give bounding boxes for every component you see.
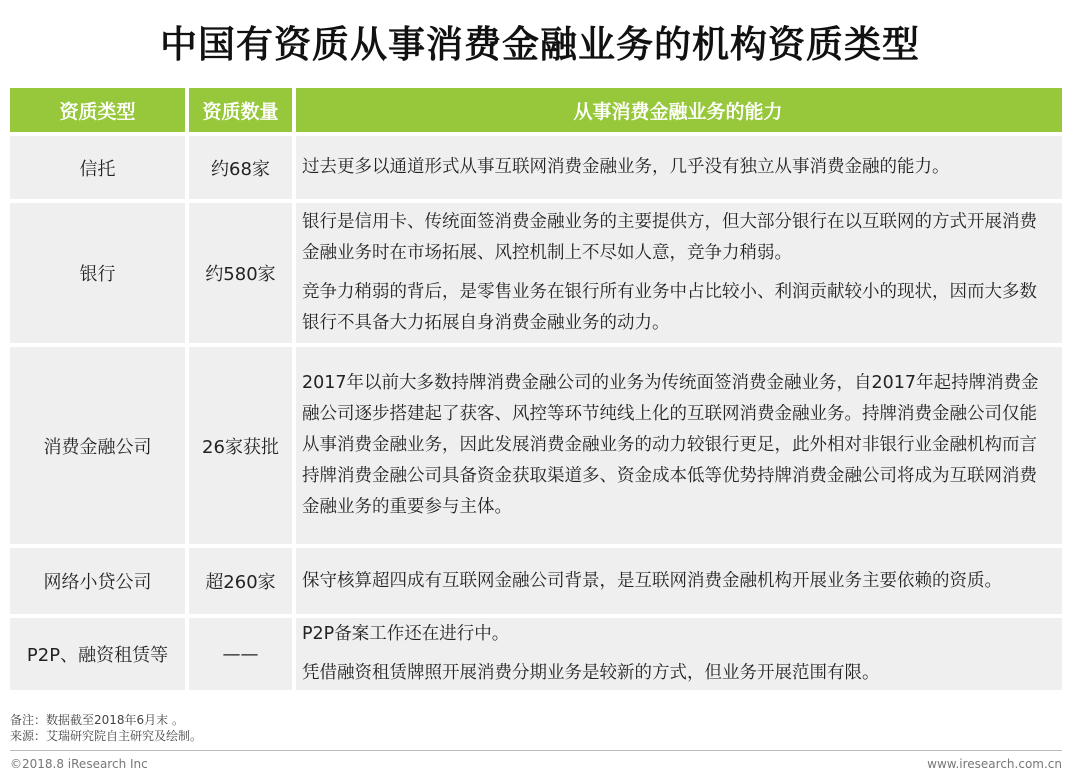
website-url: www.iresearch.com.cn [927, 757, 1062, 771]
qualification-table [10, 88, 1062, 694]
table-row [10, 347, 1062, 544]
footer-divider [10, 750, 1062, 751]
count-cell: 26家获批 [189, 347, 292, 544]
source-text: 来源：艾瑞研究院自主研究及绘制。 [10, 729, 203, 743]
note-text: 备注：数据截至2018年6月末 。 [10, 713, 184, 727]
capability-text: 2017年以前大多数持牌消费金融公司的业务为传统面签消费金融业务，自2017年起持牌消费金融公司逐步搭建起了获客、风控等环节纯线上化的互联网消费金融业务。持牌消费金融公司仅能从事消费金融业务，因此发展消费金融业务的动力较银行更足，此外相对非银行业金融机构而言持牌消费金融公司具备资金获取渠道多、资金成本低等优势持牌消费金融公司将成为互联网消费金融业务的重要参与主体。 [302, 373, 1039, 517]
capability-cell [296, 548, 1062, 614]
table-row [10, 548, 1062, 614]
capability-cell [296, 618, 1062, 690]
header-capability: 从事消费金融业务的能力 [296, 88, 1062, 132]
count-cell: 超260家 [189, 548, 292, 614]
capability-text: P2P备案工作还在进行中。 [302, 624, 510, 644]
page-title: 中国有资质从事消费金融业务的机构资质类型 [160, 23, 920, 66]
capability-text: 保守核算超四成有互联网金融公司背景，是互联网消费金融机构开展业务主要依赖的资质。 [302, 570, 1002, 591]
type-cell: 消费金融公司 [10, 347, 185, 544]
capability-cell [296, 203, 1062, 343]
capability-text: 过去更多以通道形式从事互联网消费金融业务，几乎没有独立从事消费金融的能力。 [302, 157, 950, 177]
capability-text: 银行是信用卡、传统面签消费金融业务的主要提供方，但大部分银行在以互联网的方式开展消费金融业务时在市场拓展、风控机制上不尽如人意，竞争力稍弱。 [302, 212, 1037, 263]
type-cell: 银行 [10, 203, 185, 343]
count-cell: 约580家 [189, 203, 292, 343]
table-row [10, 203, 1062, 343]
capability-text: 凭借融资租赁牌照开展消费分期业务是较新的方式，但业务开展范围有限。 [302, 663, 880, 683]
notes [10, 712, 202, 744]
type-cell: 信托 [10, 136, 185, 199]
count-cell: —— [189, 618, 292, 690]
table-header-row [10, 88, 1062, 132]
header-count: 资质数量 [189, 88, 292, 132]
header-type: 资质类型 [10, 88, 185, 132]
capability-text: 竞争力稍弱的背后，是零售业务在银行所有业务中占比较小、利润贡献较小的现状，因而大多数银行不具备大力拓展自身消费金融业务的动力。 [302, 282, 1037, 333]
copyright: ©2018.8 iResearch Inc [10, 757, 148, 771]
type-cell: 网络小贷公司 [10, 548, 185, 614]
table-row [10, 618, 1062, 690]
capability-cell [296, 347, 1062, 544]
count-cell: 约68家 [189, 136, 292, 199]
table-row [10, 136, 1062, 199]
capability-cell [296, 136, 1062, 199]
type-cell: P2P、融资租赁等 [10, 618, 185, 690]
